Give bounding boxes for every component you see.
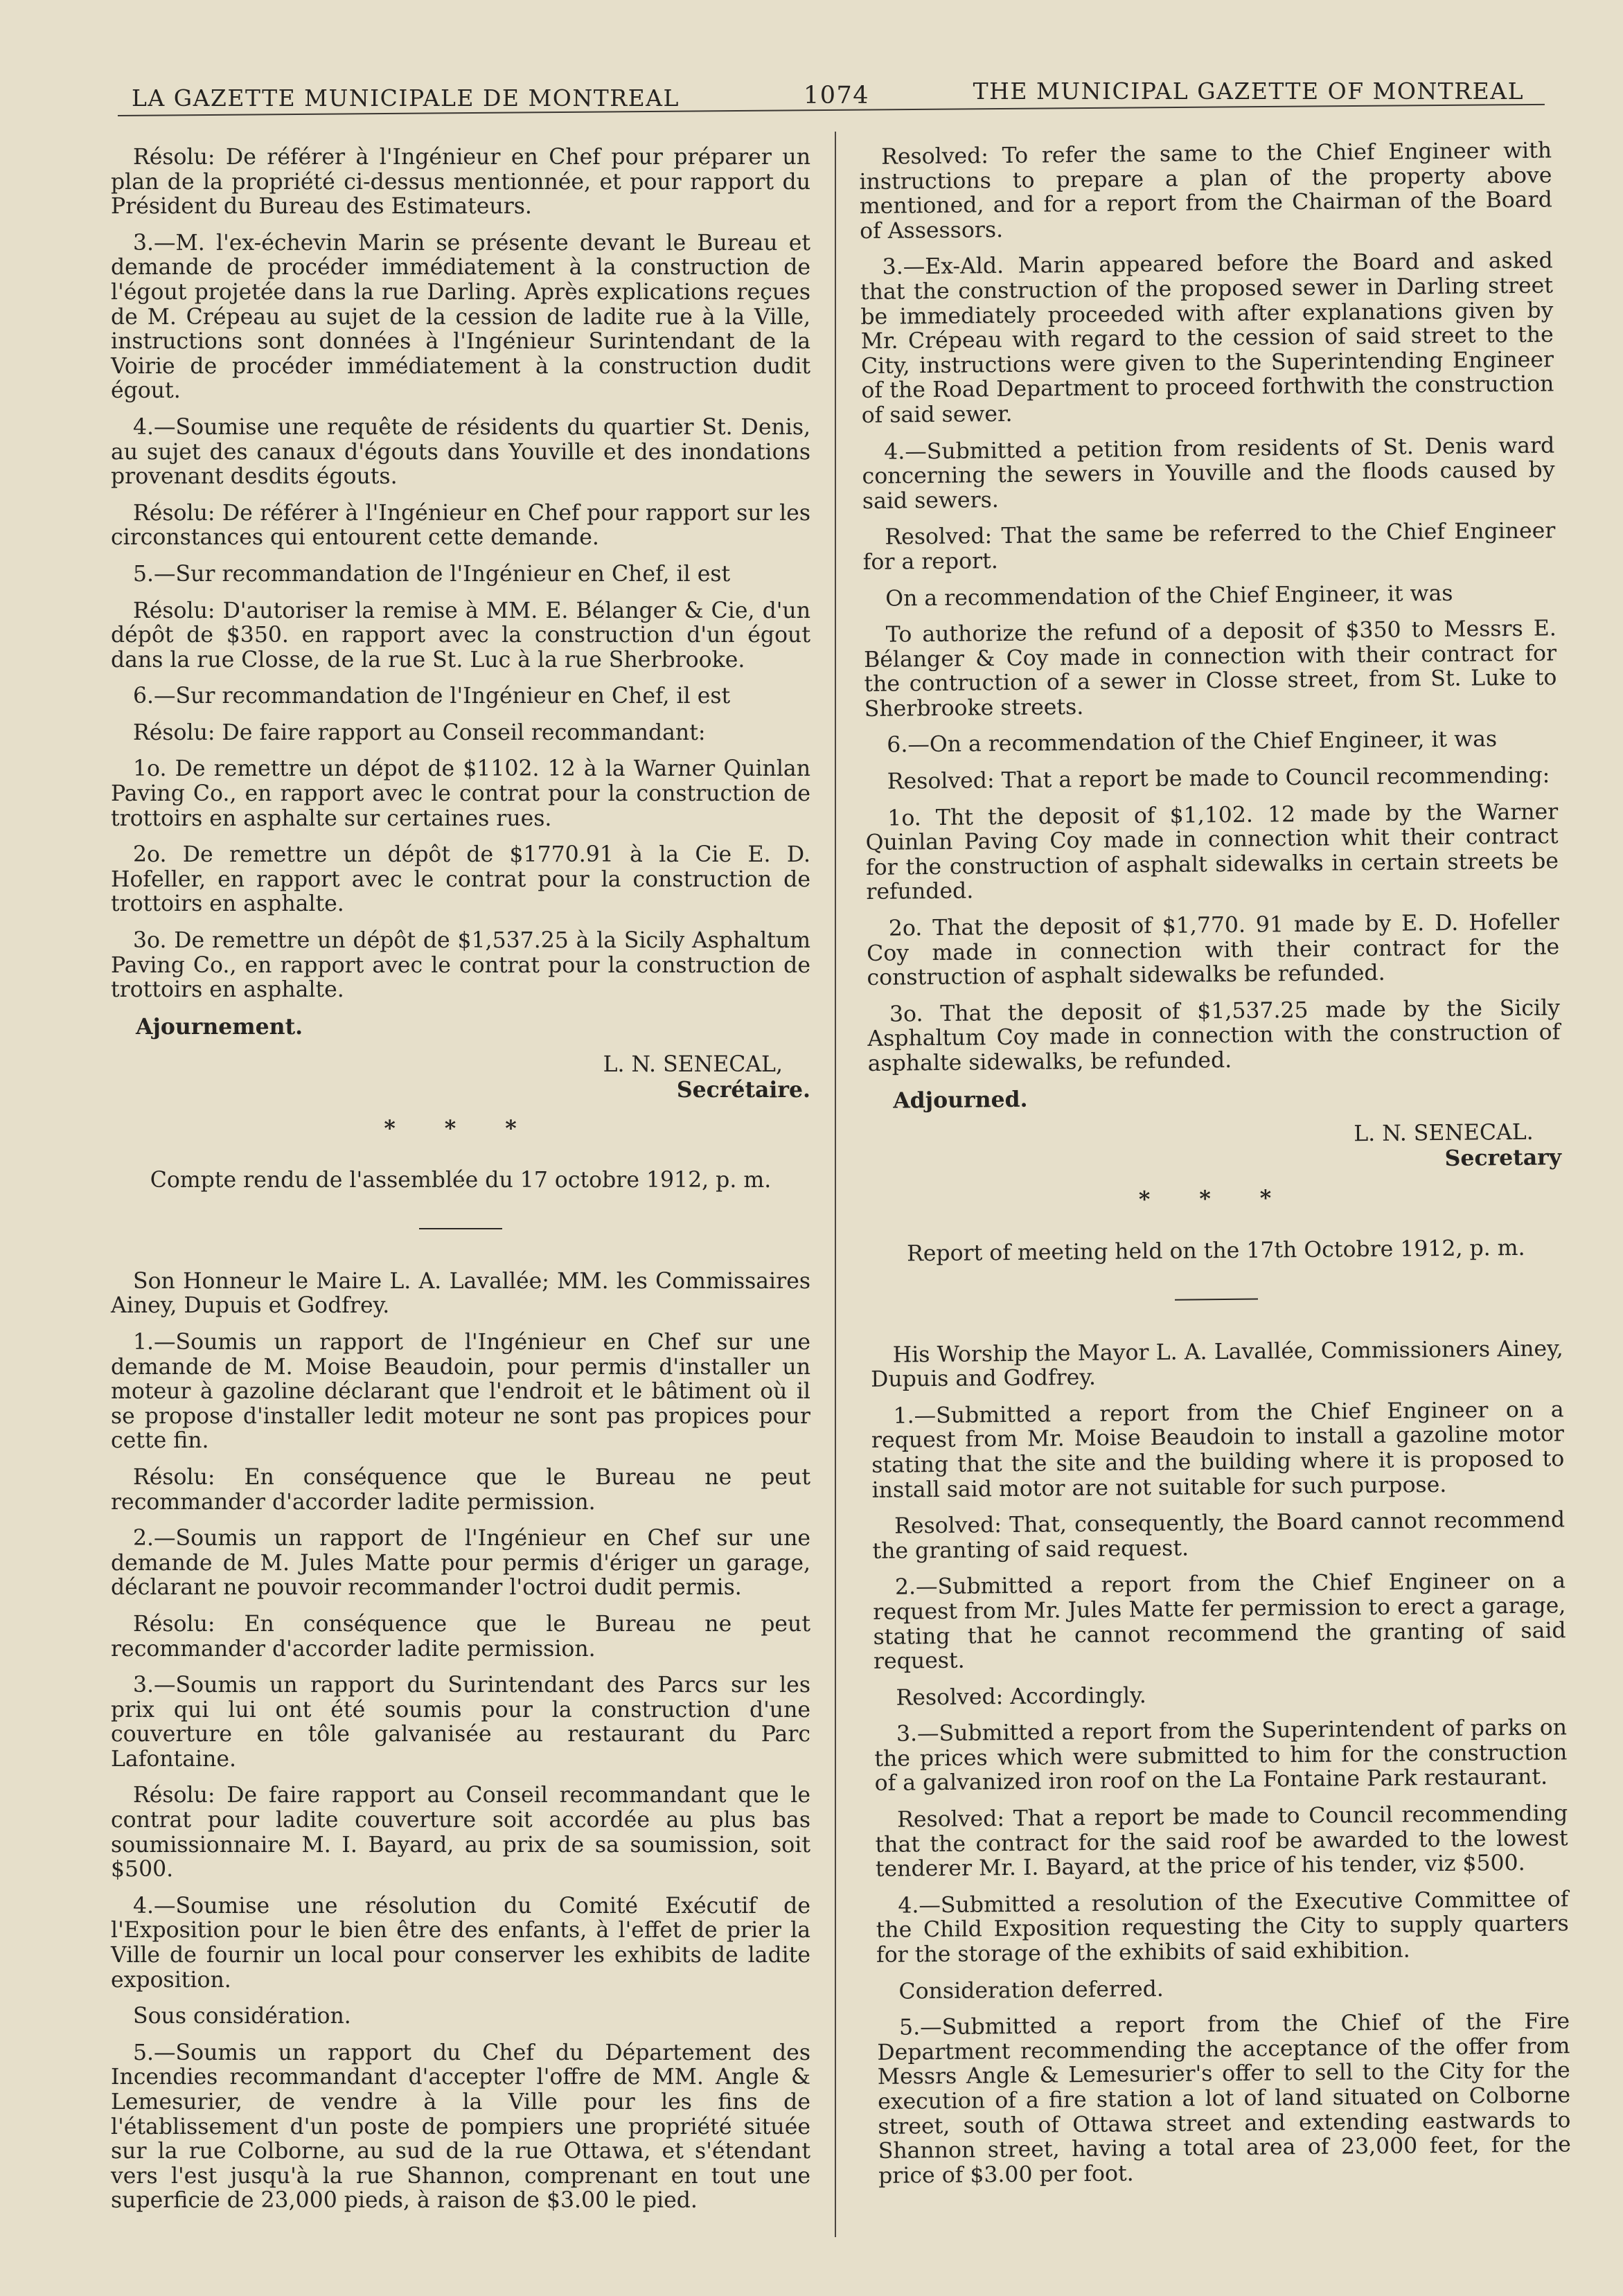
paragraph: Résolu: En conséquence que le Bureau ne peut recommander d'accorder ladite permission. [111,1464,810,1515]
paragraph: His Worship the Mayor L. A. Lavallée, Commissioners Ainey, Dupuis and Godfrey. [870,1335,1563,1393]
paragraph: 2o. De remettre un dépôt de $1770.91 à la Cie E. D. Hofeller, en rapport avec le contrat pour la construction de trottoirs en asphalte. [111,842,810,917]
paragraph: Résolu: De référer à l'Ingénieur en Chef pour rapport sur les circonstances qui entourent cette demande. [111,500,810,551]
paragraph: Résolu: De faire rapport au Conseil recommandant: [133,720,706,745]
adjournment: Ajournement. [136,1013,303,1040]
paragraph: Résolu: De faire rapport au Conseil recommandant que le contrat pour ladite couverture soit accordée au plus bas soumissionnaire M. I. Bayard, au prix de sa soumission, soit $500. [111,1783,810,1883]
signature-title: Secretary [1444,1144,1562,1171]
signature-name: L. N. SENECAL. [1354,1119,1534,1147]
report-heading: Compte rendu de l'assemblée du 17 octobre 1912, p. m. [150,1168,772,1193]
paragraph: 6.—On a recommendation of the Chief Engineer, it was [887,727,1498,758]
adjournment: Adjourned. [893,1086,1028,1114]
short-rule [1175,1298,1258,1300]
paragraph: Resolved: That, consequently, the Board cannot recommend the granting of said request. [872,1507,1566,1564]
paragraph: To authorize the refund of a deposit of $350 to Messrs E. Bélanger & Coy made in connection with their contract for the contruction of a sewer in Closse street, from St. Luke to Sherbrooke streets. [863,616,1557,722]
paragraph: Consideration deferred. [898,1976,1164,2004]
paragraph: On a recommendation of the Chief Engineer, it was [885,580,1453,612]
paragraph: 1.—Soumis un rapport de l'Ingénieur en Chef sur une demande de M. Moise Beaudoin, pour permis d'installer un moteur à gazoline déclarant que l'endroit et le bâtiment où il se propose d'installer ledit moteur ne sont pas propices pour cette fin. [111,1329,810,1454]
short-rule [419,1228,502,1229]
paragraph: Resolved: That a report be made to Council recommending that the contract for the said roof be awarded to the lowest tenderer Mr. I. Bayard, at the price of his tender, viz $500. [875,1801,1568,1883]
paragraph: 2.—Submitted a report from the Chief Engineer on a request from Mr. Jules Matte fer permission to erect a garage, stating that he cannot recommend the granting of said request. [873,1568,1566,1674]
section-separator: * * * [1138,1185,1293,1213]
paragraph: 3.—Submitted a report from the Superintendent of parks on the prices which were submitted to him for the construction of a galvanized iron roof on the La Fontaine Park restaurant. [874,1715,1568,1797]
column-divider [835,132,836,2237]
paragraph: Son Honneur le Maire L. A. Lavallée; MM. les Commissaires Ainey, Dupuis et Godfrey. [111,1268,810,1319]
paragraph: 1.—Submitted a report from the Chief Engineer on a request from Mr. Moise Beaudoin to install a gazoline motor stating that the site and the building where it is proposed to install said motor are not suitable for such purpose. [871,1397,1565,1503]
paragraph: 5.—Sur recommandation de l'Ingénieur en Chef, il est [133,561,731,587]
report-heading: Report of meeting held on the 17th Octobre 1912, p. m. [906,1235,1525,1267]
paragraph: 5.—Submitted a report from the Chief of the Fire Department recommending the acceptance of the offer from Messrs Angle & Lemesurier's offer to sell to the City for the execution of a fire station a lot of land situated on Colborne street, south of Ottawa street and extending eastwards to Shannon street, having a total area of 23,000 feet, for the price of $3.00 per foot. [877,2009,1571,2189]
paragraph: Résolu: D'autoriser la remise à MM. E. Bélanger & Cie, d'un dépôt de $350. en rapport avec la construction d'un égout dans la rue Closse, de la rue St. Luc à la rue Sherbrooke. [111,598,810,673]
english-column [859,139,1571,2200]
signature-title: Secrétaire. [676,1077,810,1103]
paragraph: Resolved: Accordingly. [896,1682,1146,1711]
paragraph: 6.—Sur recommandation de l'Ingénieur en Chef, il est [133,684,731,709]
paragraph: 3o. De remettre un dépôt de $1,537.25 à la Sicily Asphaltum Paving Co., en rapport avec le contrat pour la construction de trottoirs en asphalte. [111,928,810,1003]
french-column [111,145,810,2225]
signature-name: L. N. SENECAL, [603,1052,783,1078]
paragraph: 4.—Soumise une résolution du Comité Exécutif de l'Exposition pour le bien être des enfants, à l'effet de prier la Ville de fournir un local pour conserver les exhibits de ladite exposition. [111,1893,810,1993]
paragraph: Resolved: That the same be referred to the Chief Engineer for a report. [862,518,1556,575]
page-number: 1074 [804,82,870,109]
paragraph: Résolu: De référer à l'Ingénieur en Chef pour préparer un plan de la propriété ci-dessus mentionnée, et pour rapport du Président du Bureau des Estimateurs. [111,145,810,220]
paragraph: 4.—Submitted a petition from residents of St. Denis ward concerning the sewers in Youville and the floods caused by said sewers. [862,432,1555,514]
paragraph: 4.—Submitted a resolution of the Executive Committee of the Child Exposition requesting the City to supply quarters for the storage of the exhibits of said exhibition. [876,1887,1569,1968]
header-french-title: LA GAZETTE MUNICIPALE DE MONTREAL [132,84,680,112]
paragraph: 4.—Soumise une requête de résidents du quartier St. Denis, au sujet des canaux d'égouts dans Youville et des inondations provenant desdits égouts. [111,414,810,490]
paragraph: 3.—Ex-Ald. Marin appeared before the Board and asked that the construction of the proposed sewer in Darling street be immediately proceeded with after explanations given by Mr. Crépeau with regard to the cession of said street to the City, instructions were given to the Superintending Engineer of the Road Department to proceed forthwith the construction of said sewer. [860,248,1554,428]
paragraph: 5.—Soumis un rapport du Chef du Département des Incendies recommandant d'accepter l'offre de MM. Angle & Lemesurier, de vendre à la Ville pour les fins de l'établissement d'un poste de pompiers une propriété située sur la rue Colborne, au sud de la rue Ottawa, et s'étendant vers l'est jusqu'à la rue Shannon, comprenant en tout une superficie de 23,000 pieds, à raison de $3.00 le pied. [111,2040,810,2214]
paragraph: 3.—M. l'ex-échevin Marin se présente devant le Bureau et demande de procéder immédiatement à la construction de l'égout projetée dans la rue Darling. Après explications reçues de M. Crépeau au sujet de la cession de ladite rue à la Ville, instructions sont données à l'Ingénieur Surintendant de la Voirie de procéder immédiatement à la construction dudit égout. [111,230,810,404]
paragraph: 3o. That the deposit of $1,537.25 made by the Sicily Asphaltum Coy made in connection with the construction of asphalte sidewalks, be refunded. [867,995,1561,1076]
paragraph: 2.—Soumis un rapport de l'Ingénieur en Chef sur une demande de M. Jules Matte pour permis d'ériger un garage, déclarant ne pouvoir recommander l'octroi dudit permis. [111,1526,810,1601]
paragraph: 2o. That the deposit of $1,770. 91 made by E. D. Hofeller Coy made in connection with their contract for the construction of asphalt sidewalks be refunded. [867,909,1560,991]
paragraph: Sous considération. [133,2004,351,2029]
header-english-title: THE MUNICIPAL GAZETTE OF MONTREAL [973,78,1524,105]
section-separator: * * * [384,1115,538,1141]
paragraph: Resolved: To refer the same to the Chief Engineer with instructions to prepare a plan of the property above mentioned, and for a report from the Chairman of the Board of Assessors. [859,138,1552,244]
paragraph: 1o. De remettre un dépot de $1102. 12 à la Warner Quinlan Paving Co., en rapport avec le contrat pour la construction de trottoirs en asphalte sur certaines rues. [111,756,810,831]
paragraph: 3.—Soumis un rapport du Surintendant des Parcs sur les prix qui lui ont été soumis pour la construction d'une couverture en tôle galvanisée au restaurant du Parc Lafontaine. [111,1673,810,1772]
paragraph: Résolu: En conséquence que le Bureau ne peut recommander d'accorder ladite permission. [111,1611,810,1662]
page-header [132,78,1524,112]
paragraph: 1o. Tht the deposit of $1,102. 12 made by the Warner Quinlan Paving Coy made in connection whit their contract for the construction of asphalt sidewalks in certain streets be refunded. [865,799,1559,905]
paragraph: Resolved: That a report be made to Council recommending: [887,763,1550,794]
